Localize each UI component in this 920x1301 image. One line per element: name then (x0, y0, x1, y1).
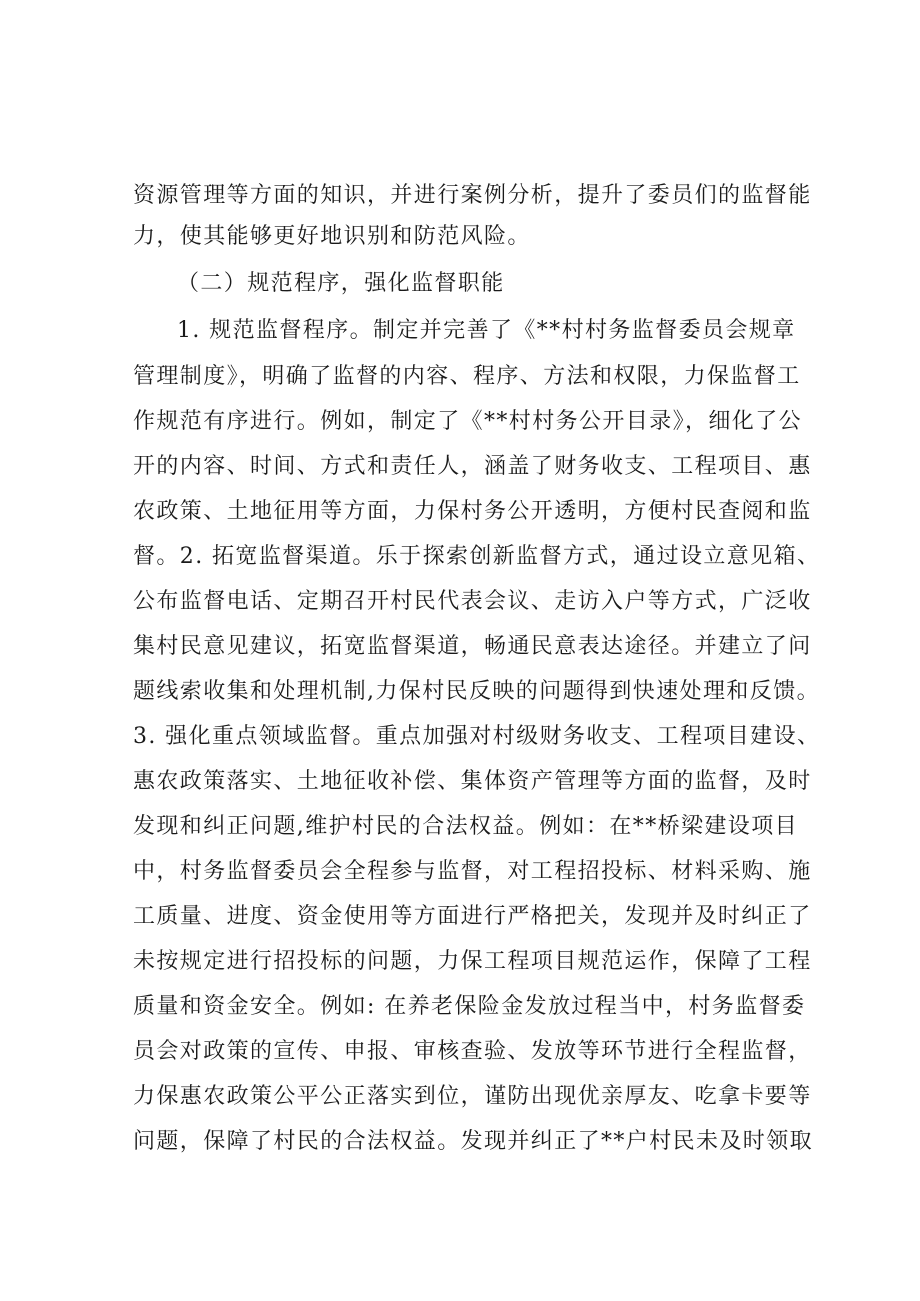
text-line: 发现和纠正问题,维护村民的合法权益。例如：在**桥梁建设项目 (133, 814, 798, 839)
text-line: 资源管理等方面的知识，并进行案例分析，提升了委员们的监督能 (133, 183, 812, 208)
text-line: 作规范有序进行。例如，制定了《**村村务公开目录》，细化了公 (133, 409, 803, 434)
text-line: 督。2. 拓宽监督渠道。乐于探索创新监督方式，通过设立意见箱、 (133, 544, 821, 569)
text-line: 问题，保障了村民的合法权益。发现并纠正了**户村民未及时领取 (133, 1129, 814, 1154)
text-line: 工质量、进度、资金使用等方面进行严格把关，发现并及时纠正了 (133, 904, 812, 929)
text-line: 未按规定进行招投标的问题，力保工程项目规范运作，保障了工程 (133, 949, 812, 974)
text-line: 集村民意见建议，拓宽监督渠道，畅通民意表达途径。并建立了问 (133, 634, 812, 659)
section-heading: （二）规范程序，强化监督职能 (177, 271, 505, 296)
text-line: 农政策、土地征用等方面，力保村务公开透明，方便村民查阅和监 (133, 499, 812, 524)
text-line: 题线索收集和处理机制,力保村民反映的问题得到快速处理和反馈。 (133, 679, 820, 704)
text-line: 管理制度》，明确了监督的内容、程序、方法和权限，力保监督工 (133, 364, 801, 389)
text-line: 1. 规范监督程序。制定并完善了《**村村务监督委员会规章 (177, 318, 796, 343)
text-line: 中，村务监督委员会全程参与监督，对工程招投标、材料采购、施 (133, 859, 812, 884)
text-line: 力，使其能够更好地识别和防范风险。 (133, 224, 531, 249)
text-line: 质量和资金安全。例如: 在养老保险金发放过程当中，村务监督委 (133, 994, 806, 1019)
text-line: 公布监督电话、定期召开村民代表会议、走访入户等方式，广泛收 (133, 589, 812, 614)
text-line: 力保惠农政策公平公正落实到位，谨防出现优亲厚友、吃拿卡要等 (133, 1084, 812, 1109)
text-line: 员会对政策的宣传、申报、审核查验、发放等环节进行全程监督， (133, 1039, 812, 1064)
text-line: 开的内容、时间、方式和责任人，涵盖了财务收支、工程项目、惠 (133, 454, 812, 479)
text-line: 3. 强化重点领域监督。重点加强对村级财务收支、工程项目建设、 (133, 724, 821, 749)
text-line: 惠农政策落实、土地征收补偿、集体资产管理等方面的监督，及时 (133, 769, 812, 794)
